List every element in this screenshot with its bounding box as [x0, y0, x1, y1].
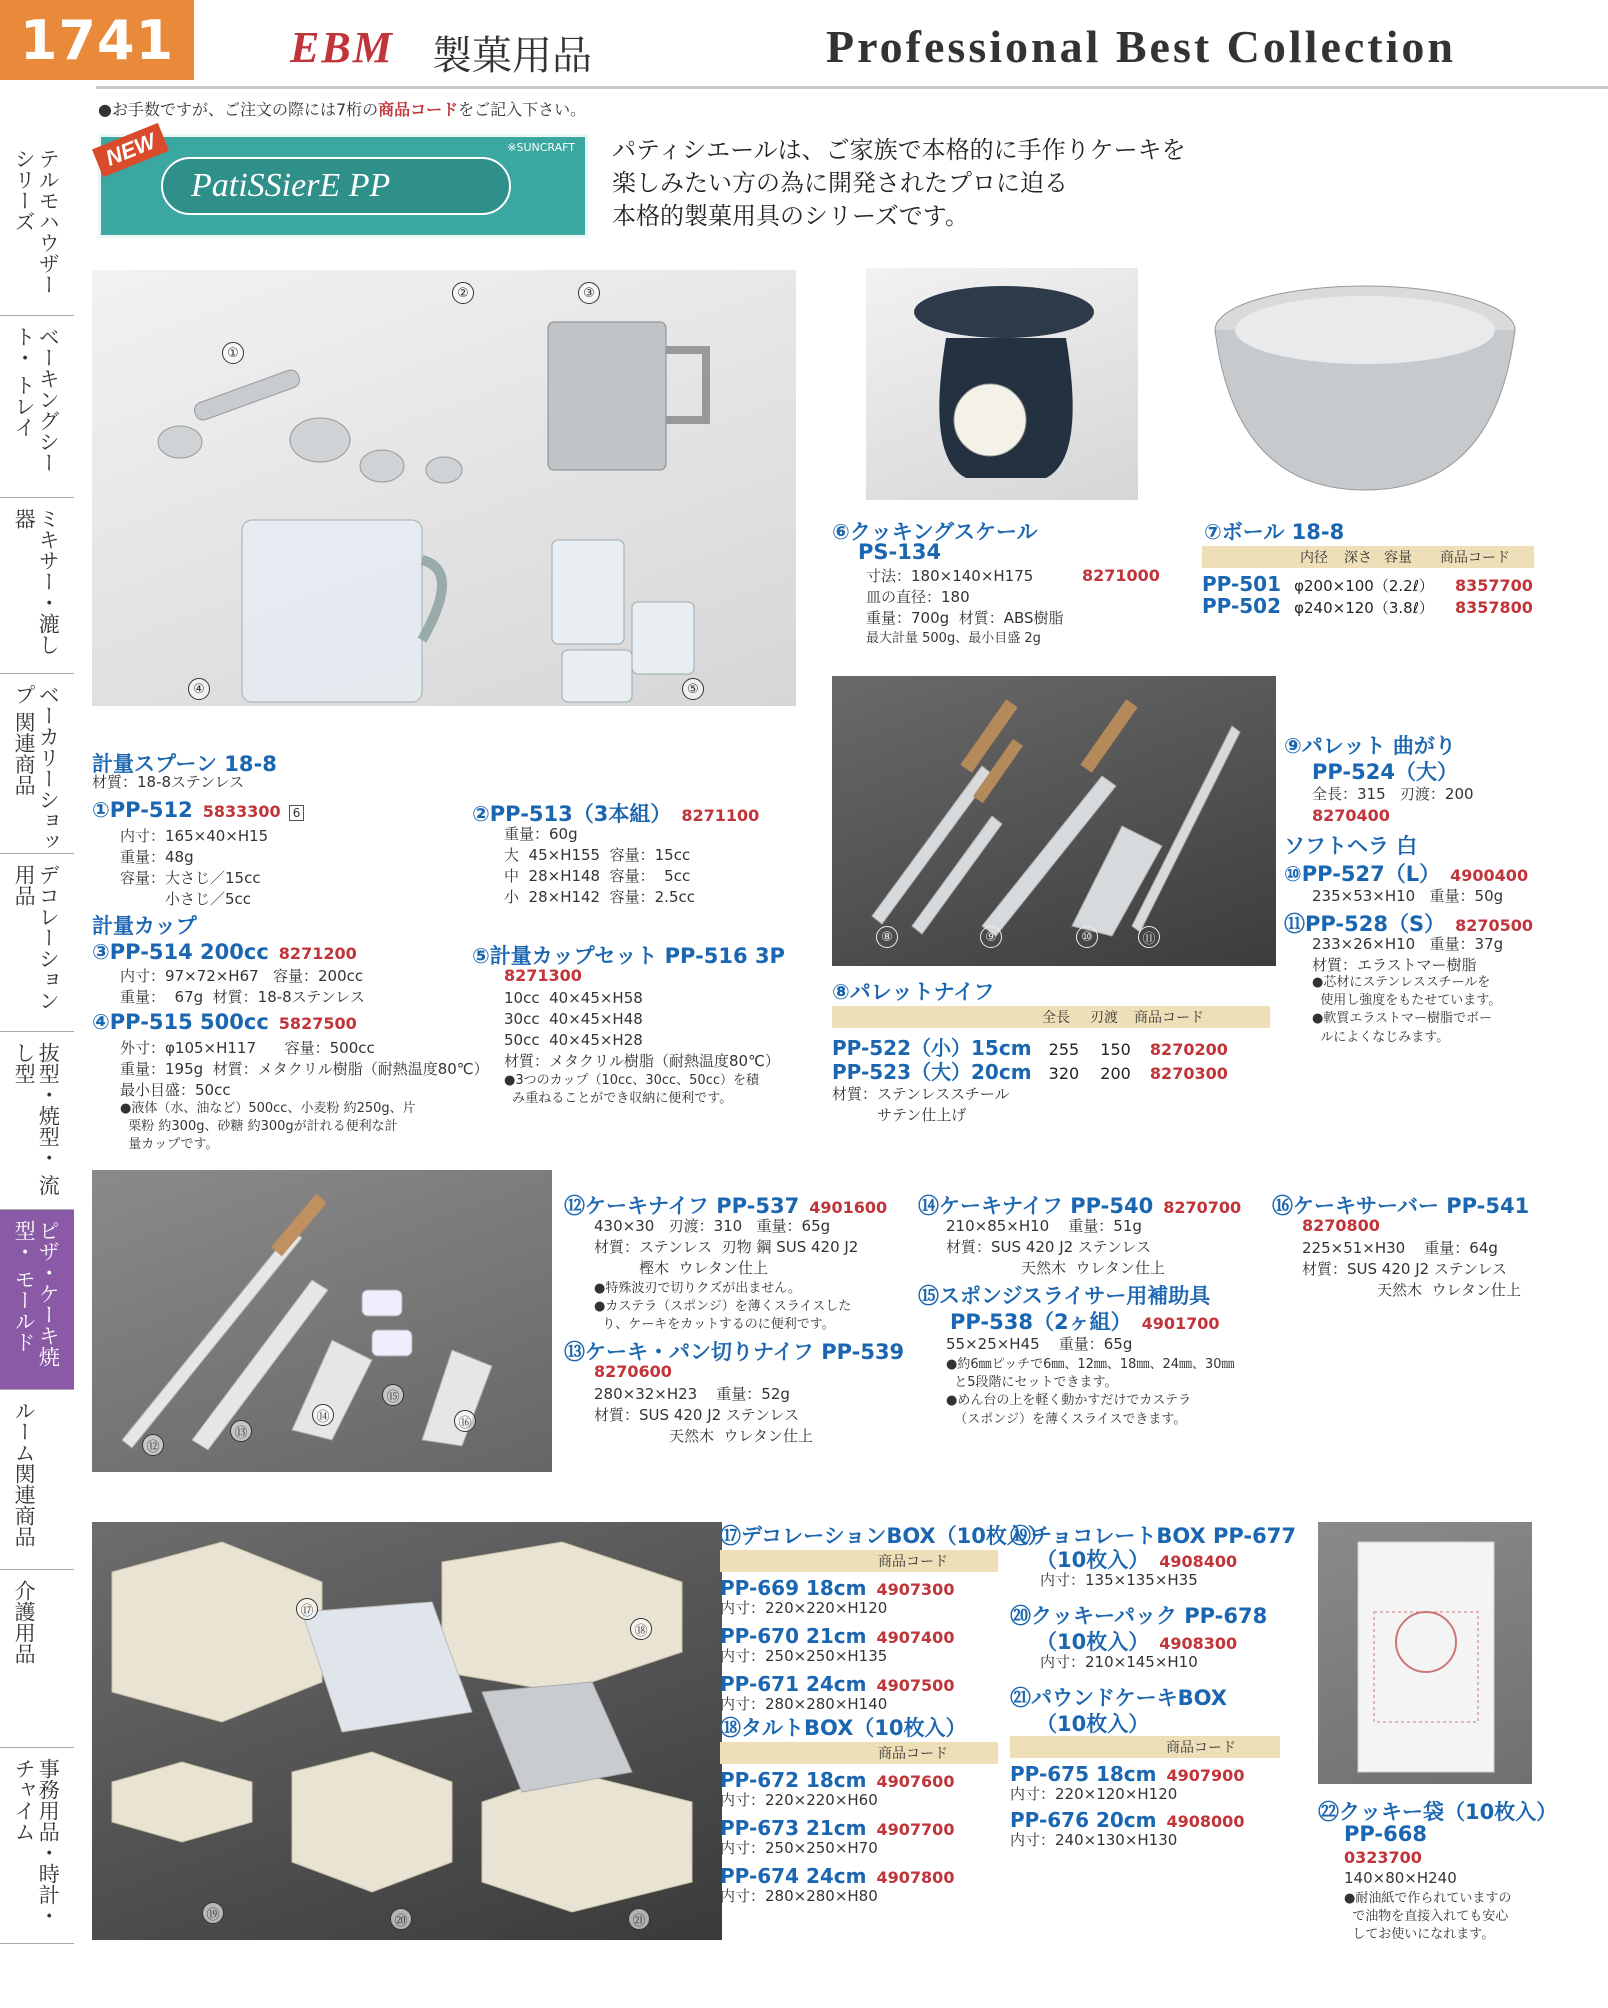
spoon-pp513: ②PP-513（3本組） 8271100 — [472, 802, 760, 826]
scale-spec: 寸法：180×140×H175 皿の直径：180 重量：700g 材質：ABS樹脂 — [866, 567, 1064, 627]
tart-box-row-2-spec: 内寸：250×250×H70 — [720, 1839, 878, 1857]
photo-label-19: ⑲ — [202, 1902, 224, 1924]
collection-title: Professional Best Collection — [826, 21, 1456, 72]
side-tab-decoration[interactable]: デコレーション用品 — [0, 854, 74, 1032]
palette-header: 全長 刃渡 商品コード — [832, 1006, 1270, 1028]
slicer-title: ⑮スポンジスライサー用補助具 — [918, 1284, 1211, 1308]
tart-box-row-3-spec: 内寸：280×280×H80 — [720, 1887, 878, 1905]
cup-set-spec: 10cc 40×45×H58 30cc 40×45×H48 50cc 40×45×H28 材質：メタクリル樹脂（耐熱温度80℃） — [504, 989, 780, 1070]
deco-box-row-2-spec: 内寸：250×250×H135 — [720, 1647, 888, 1665]
scale-note: 最大計量 500g、最小目盛 2g — [866, 631, 1041, 646]
photo-label-12: ⑫ — [142, 1434, 164, 1456]
knife-pp537: ⑫ケーキナイフ PP-537 4901600 — [564, 1194, 888, 1218]
knife-pp539-spec: 280×32×H23 重量：52g 材質：SUS 420 J2 ステンレス 天然木 ウレタン仕上 — [594, 1385, 813, 1445]
bowl-row-1: PP-501 φ200×100（2.2ℓ） 8357700 — [1202, 572, 1533, 596]
cookie-bag-note: ●耐油紙で作られていますの で油物を直接入れても安心 してお使いになれます。 — [1344, 1891, 1512, 1943]
bowl-photo — [1200, 270, 1530, 502]
category-title: 製菓用品 — [432, 33, 592, 79]
slicer-note: ●約6㎜ピッチで6㎜、12㎜、18㎜、24㎜、30㎜ と5段階にセットできます。 ●めん台の上を軽く動かすだけでカステラ （スポンジ）を薄くスライスできます。 — [946, 1357, 1235, 1427]
cup-set-code: 8271300 — [504, 966, 582, 985]
side-tab-pizza-cake[interactable]: ピザ・ケーキ焼型・ モールド — [0, 1210, 74, 1390]
photo-label-18: ⑱ — [630, 1618, 652, 1640]
knife-pp539: ⑬ケーキ・パン切りナイフ PP-539 — [564, 1340, 905, 1364]
tart-box-title: ⑱タルトBOX（10枚入） — [720, 1716, 967, 1740]
photo-label-16: ⑯ — [454, 1410, 476, 1432]
cookie-pack-title: ⑳クッキーパック PP-678 — [1010, 1604, 1268, 1628]
photo-label-1: ① — [222, 342, 244, 364]
spatula-note: ●芯材にステンレススチールを 使用し強度をもたせています。 ●軟質エラストマー樹脂でボー ルによくなじみます。 — [1312, 975, 1502, 1045]
bowl-header: 内径 深さ 容量 商品コード — [1202, 546, 1534, 568]
photo-label-8: ⑧ — [876, 926, 898, 948]
knife-pp537-spec: 430×30 刃渡：310 重量：65g 材質：ステンレス 刃物 鋼 SUS 420 J2 樫木 ウレタン仕上 — [594, 1217, 859, 1277]
side-tab-office[interactable]: 事務用品・時計・ チャイム — [0, 1748, 74, 1944]
palette-row-1: PP-522（小）15cm 255 150 8270200 — [832, 1036, 1228, 1060]
pound-box-header: 商品コード — [1010, 1736, 1280, 1758]
cookie-pack-sub: （10枚入） 4908300 — [1036, 1630, 1238, 1654]
header-divider — [96, 86, 1608, 89]
side-tab-care[interactable]: 介護用品 — [0, 1570, 74, 1748]
deco-box-row-1: PP-669 18cm 4907300 — [720, 1576, 955, 1600]
bowl-title: ⑦ボール 18-8 — [1204, 520, 1345, 544]
spatula-pp528: ⑪PP-528（S） 8270500 — [1284, 912, 1534, 936]
photo-label-5: ⑤ — [682, 678, 704, 700]
bowl-row-2: PP-502 φ240×120（3.8ℓ） 8357800 — [1202, 594, 1533, 618]
side-tab-bakery[interactable]: ベーカリーショップ 関連商品 — [0, 674, 74, 854]
cookie-bag-spec: 140×80×H240 — [1344, 1869, 1457, 1887]
photo-label-11: ⑪ — [1138, 926, 1160, 948]
spatula-pp527-spec: 235×53×H10 重量：50g — [1312, 887, 1504, 905]
spoon-title: 計量スプーン 18-8 — [92, 752, 277, 776]
photo-label-17: ⑰ — [296, 1598, 318, 1620]
scale-code: 8271000 — [1082, 566, 1160, 585]
new-badge: NEW — [92, 123, 169, 178]
scale-model: PS-134 — [858, 540, 942, 564]
side-tab-baking-sheet[interactable]: ベーキングシート・ トレイ — [0, 316, 74, 498]
deco-box-row-2: PP-670 21cm 4907400 — [720, 1624, 955, 1648]
pound-box-row-1: PP-675 18cm 4907900 — [1010, 1762, 1245, 1786]
palette-material: 材質：ステンレススチール サテン仕上げ — [832, 1085, 1010, 1124]
scale-photo — [866, 268, 1138, 500]
tart-box-row-1-spec: 内寸：220×220×H60 — [720, 1791, 878, 1809]
cup-pp515: ④PP-515 500cc 5827500 — [92, 1010, 357, 1034]
scale-title: ⑥クッキングスケール — [832, 520, 1038, 544]
bowl-illustration — [1200, 270, 1530, 502]
measuring-tools-photo — [92, 270, 796, 706]
page-number: 1741 — [0, 0, 194, 80]
patissiere-logo: PatiSSierE PP — [191, 167, 391, 204]
deco-box-title: ⑰デコレーションBOX（10枚入） — [720, 1524, 1049, 1548]
cup-set-title: ⑤計量カップセット PP-516 3P — [472, 944, 785, 968]
boxes-photo — [92, 1522, 722, 1940]
cup-pp515-note: ●液体（水、油など）500cc、小麦粉 約250g、片 栗粉 約300g、砂糖 約300gが計れる便利な計 量カップです。 — [120, 1101, 416, 1153]
server-code: 8270800 — [1302, 1216, 1380, 1235]
spoon-pp513-spec: 重量：60g 大 45×H155 容量：15cc 中 28×H148 容量： 5cc 小 28×H142 容量：2.5cc — [504, 825, 695, 906]
spatula-pp528-spec: 233×26×H10 重量：37g 材質：エラストマー樹脂 — [1312, 935, 1504, 974]
bent-palette-spec: 全長：315 刃渡：200 — [1312, 785, 1474, 803]
cup-pp514: ③PP-514 200cc 8271200 — [92, 940, 357, 964]
side-tab-room[interactable]: ルーム関連商品 — [0, 1390, 74, 1570]
cookie-bag-illustration — [1318, 1522, 1532, 1784]
brand-logo: EBM — [290, 23, 394, 72]
slicer-spec: 55×25×H45 重量：65g — [946, 1335, 1133, 1353]
side-tab-mixer[interactable]: ミキサー・漉し器 — [0, 498, 74, 674]
bent-palette-model: PP-524（大） — [1312, 760, 1458, 784]
cake-knife-photo — [92, 1170, 552, 1472]
cookie-bag-title: ㉒クッキー袋（10枚入） — [1318, 1800, 1558, 1824]
photo-label-3: ③ — [578, 282, 600, 304]
photo-label-14: ⑭ — [312, 1404, 334, 1426]
spatula-title: ソフトヘラ 白 — [1284, 834, 1418, 858]
deco-box-row-1-spec: 内寸：220×220×H120 — [720, 1599, 888, 1617]
photo-label-4: ④ — [188, 678, 210, 700]
spatula-pp527: ⑩PP-527（L） 4900400 — [1284, 862, 1529, 886]
deco-box-header: 商品コード — [720, 1550, 998, 1572]
palette-knife-illustration — [832, 676, 1276, 966]
bent-palette-code: 8270400 — [1312, 806, 1390, 825]
bent-palette-title: ⑨パレット 曲がり — [1284, 734, 1456, 758]
measuring-tools-illustration — [92, 270, 796, 706]
cookie-bag-photo — [1318, 1522, 1532, 1784]
palette-title: ⑧パレットナイフ — [832, 980, 995, 1004]
photo-label-10: ⑩ — [1076, 926, 1098, 948]
patissiere-banner — [98, 128, 588, 238]
pound-box-title: ㉑パウンドケーキBOX — [1010, 1686, 1227, 1710]
choco-box-title: ⑲チョコレートBOX PP-677 — [1010, 1524, 1296, 1548]
tart-box-row-1: PP-672 18cm 4907600 — [720, 1768, 955, 1792]
palette-knife-photo — [832, 676, 1276, 966]
knife-pp539-code: 8270600 — [594, 1362, 672, 1381]
photo-label-15: ⑮ — [382, 1384, 404, 1406]
choco-box-sub: （10枚入） 4908400 — [1036, 1548, 1238, 1572]
side-tab-molds[interactable]: 抜型・焼型・ 流し型 — [0, 1032, 74, 1210]
pound-box-row-1-spec: 内寸：220×120×H120 — [1010, 1785, 1178, 1803]
order-notice: ●お手数ですが、ご注文の際には7桁の商品コードをご記入下さい。 — [98, 100, 587, 119]
cookie-pack-spec: 内寸：210×145×H10 — [1040, 1653, 1198, 1671]
choco-box-spec: 内寸：135×135×H35 — [1040, 1571, 1198, 1589]
knife-pp540: ⑭ケーキナイフ PP-540 8270700 — [918, 1194, 1242, 1218]
spoon-pp512-spec: 内寸：165×40×H15 重量：48g 容量：大さじ／15cc 小さじ／5cc — [120, 827, 269, 908]
knife-pp540-spec: 210×85×H10 重量：51g 材質：SUS 420 J2 ステンレス 天然木 ウレタン仕上 — [946, 1217, 1165, 1277]
photo-label-21: ㉑ — [628, 1908, 650, 1930]
server-spec: 225×51×H30 重量：64g 材質：SUS 420 J2 ステンレス 天然木 ウレタン仕上 — [1302, 1239, 1521, 1299]
tart-box-row-2: PP-673 21cm 4907700 — [720, 1816, 955, 1840]
spoon-material: 材質：18-8ステンレス — [92, 773, 245, 791]
cookie-bag-model: PP-668 — [1344, 1822, 1427, 1846]
tart-box-header: 商品コード — [720, 1742, 998, 1764]
photo-label-9: ⑨ — [980, 926, 1002, 948]
cake-knife-illustration — [92, 1170, 552, 1472]
cup-title: 計量カップ — [92, 914, 197, 938]
palette-row-2: PP-523（大）20cm 320 200 8270300 — [832, 1060, 1228, 1084]
deco-box-row-3: PP-671 24cm 4907500 — [720, 1672, 955, 1696]
pound-box-row-2-spec: 内寸：240×130×H130 — [1010, 1831, 1178, 1849]
pound-box-row-2: PP-676 20cm 4908000 — [1010, 1808, 1245, 1832]
photo-label-20: ⑳ — [390, 1908, 412, 1930]
pound-box-sub: （10枚入） — [1036, 1712, 1150, 1736]
spoon-pp512: ①PP-512 5833300 6 — [92, 798, 304, 822]
knife-pp537-note: ●特殊波刃で切りクズが出ません。 ●カステラ（スポンジ）を薄くスライスした り、ケーキをカットするのに便利です。 — [594, 1281, 852, 1333]
photo-label-2: ② — [452, 282, 474, 304]
side-tab-thermo[interactable]: テルモハウザー シリーズ — [0, 138, 74, 316]
maker-label: ※SUNCRAFT — [507, 141, 575, 154]
deco-box-row-3-spec: 内寸：280×280×H140 — [720, 1695, 888, 1713]
cup-set-note: ●3つのカップ（10cc、30cc、50cc）を積 み重ねることができ収納に便利です。 — [504, 1073, 759, 1107]
server-pp541: ⑯ケーキサーバー PP-541 — [1272, 1194, 1530, 1218]
boxes-illustration — [92, 1522, 722, 1940]
banner-logo-plate — [161, 157, 511, 215]
slicer-model: PP-538（2ヶ組） 4901700 — [950, 1310, 1220, 1334]
series-intro: パティシエールは、ご家族で本格的に手作りケーキを 楽しみたい方の為に開発されたプロに迫る 本格的製菓用具のシリーズです。 — [612, 136, 1186, 231]
cookie-bag-code: 0323700 — [1344, 1848, 1422, 1867]
scale-illustration — [866, 268, 1138, 500]
photo-label-13: ⑬ — [230, 1420, 252, 1442]
cup-pp515-spec: 外寸：φ105×H117 容量：500cc 重量：195g 材質：メタクリル樹脂（耐熱温度80℃） 最小目盛：50cc — [120, 1039, 489, 1099]
cup-pp514-spec: 内寸：97×72×H67 容量：200cc 重量： 67g 材質：18-8ステンレス — [120, 967, 365, 1006]
tart-box-row-3: PP-674 24cm 4907800 — [720, 1864, 955, 1888]
